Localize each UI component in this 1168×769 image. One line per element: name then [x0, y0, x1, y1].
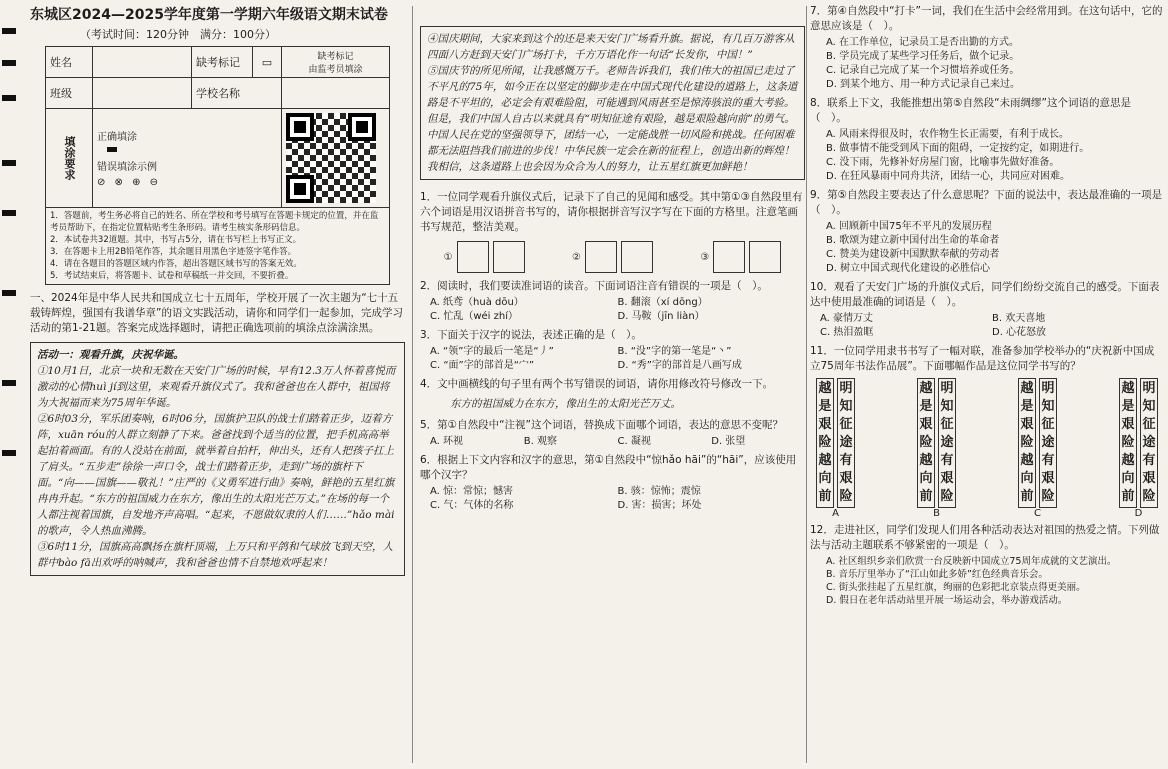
- grid-label: ①: [443, 251, 453, 263]
- option-label: D: [1134, 508, 1143, 519]
- timing-mark: [2, 210, 16, 216]
- notice-item: 5．考试结束后，将答题卡、试卷和草稿纸一并交回，不要折叠。: [50, 271, 294, 281]
- question-4: [420, 377, 805, 412]
- option-d[interactable]: D. 到某个地方、用一种方式记录自己来过。: [826, 79, 1021, 90]
- option-c[interactable]: C. 气：气体的名称: [430, 500, 514, 511]
- scroll-right: 明 知 征 途 有 艰 险: [1140, 378, 1158, 508]
- timing-mark: [2, 60, 16, 66]
- option-b[interactable]: B. 音乐厅里举办了“江山如此多娇”红色经典音乐会。: [826, 569, 1048, 580]
- correct-fill-label: 正确填涂: [97, 132, 137, 143]
- passage-para-4: ④国庆期间，大家来到这个的还是来天安门广场看升旗。据说，有几百万游客从四面八方赶到天安门广场打卡，千方万语化作一句话“长发你，中国！”: [427, 33, 795, 61]
- timing-mark: [2, 160, 16, 166]
- column-divider: [806, 6, 807, 763]
- answer-cell[interactable]: [457, 241, 489, 273]
- timing-mark: [2, 28, 16, 34]
- fill-examples: 正确填涂 错误填涂示例 ⊘ ⊗ ⊕ ⊖: [93, 109, 282, 208]
- part1-intro: 一、2024年是中华人民共和国成立七十五周年，学校开展了一次主题为“七十五载铸辉煌，强国有我谱华章”的语文实践活动，请你和同学们一起参加，完成学习活动的第1-21题。答案完成选择题时，请把正确选项前的填涂点涂满涂黑。: [30, 292, 403, 334]
- answer-cell[interactable]: [713, 241, 745, 273]
- option-c[interactable]: C. 街头张挂起了五星红旗，绚丽的色彩把北京装点得更美丽。: [826, 582, 1086, 593]
- school-field[interactable]: [282, 78, 390, 109]
- option-label: B: [933, 508, 940, 519]
- option-a[interactable]: A. 社区组织乡亲们欣赏一台反映新中国成立75周年成就的文艺演出。: [826, 556, 1117, 567]
- grid-label: ②: [572, 251, 581, 263]
- option-d[interactable]: D. 害：损害；坏处: [617, 500, 702, 511]
- activity1-title: 活动一：观看升旗，庆祝华诞。: [37, 349, 184, 361]
- option-c[interactable]: C. 忙乱（wéi zhí）: [430, 311, 518, 322]
- left-column: [30, 4, 405, 765]
- scroll-left: 越 是 艰 险 越 向 前: [816, 378, 834, 508]
- timing-mark: [2, 95, 16, 101]
- question-stem: 11．一位同学用隶书书写了一幅对联，准备参加学校举办的“庆祝新中国成立75周年书法作品展”。下面哪幅作品是这位同学书写的？: [810, 345, 1155, 372]
- option-a[interactable]: A. 豪情万丈: [820, 313, 874, 324]
- option-d[interactable]: D. 树立中国式现代化建设的必胜信心: [826, 263, 991, 274]
- page-title: 东城区2024—2025学年度第一学期六年级语文期末试卷: [30, 7, 388, 23]
- correct-fill-mark-icon: [107, 147, 117, 152]
- question-stem: 7．第④自然段中“打卡”一词，我们在生活中会经常用到。在这句话中，它的意思应该是（ ）。: [810, 5, 1163, 32]
- school-label: 学校名称: [192, 78, 282, 109]
- name-field[interactable]: [93, 47, 192, 78]
- option-d[interactable]: D. 马鞍（jīn liàn）: [617, 311, 705, 322]
- left-margin-marks: [0, 0, 22, 769]
- notice-item: 4．请在各题目的答题区域内作答，超出答题区域书写的答案无效。: [50, 259, 302, 269]
- calligraphy-option-d[interactable]: [1119, 378, 1158, 519]
- calligraphy-option-c[interactable]: [1018, 378, 1057, 519]
- question-1: [420, 190, 805, 273]
- question-stem: 10．观看了天安门广场的升旗仪式后，同学们纷纷交流自己的感受。下面表达中使用最准确的词语是（ ）。: [810, 281, 1160, 308]
- passage-continued: [420, 26, 805, 180]
- question-11: [810, 344, 1164, 519]
- question-stem: 5．第①自然段中“注视”这个词语，替换成下面哪个词语，表达的意思不变呢？: [420, 419, 783, 431]
- scroll-left: 越 是 艰 险 越 向 前: [1018, 378, 1036, 508]
- question-9: [810, 188, 1164, 276]
- option-c[interactable]: C. 赞美为建设新中国默默奉献的劳动者: [826, 249, 1000, 260]
- question-stem: 3．下面关于汉字的说法，表述正确的是（ ）。: [420, 329, 642, 341]
- notice-item: 1．答题前，考生务必将自己的姓名、所在学校和考号填写在答题卡规定的位置，并在监考员帮助下，在指定位置粘贴考生条形码。请考生核实条形码信息。: [50, 211, 379, 233]
- student-info-form: [45, 46, 390, 285]
- answer-cell[interactable]: [749, 241, 781, 273]
- option-d[interactable]: D. “秀”字的部首是八画写成: [617, 360, 742, 371]
- right-column: [810, 4, 1164, 765]
- option-d[interactable]: D. 心花怒放: [992, 327, 1047, 338]
- question-10: [810, 280, 1164, 340]
- question-stem: 9．第⑤自然段主要表达了什么意思呢？下面的说法中，表达最准确的一项是（ ）。: [810, 189, 1163, 216]
- option-a[interactable]: A. 在工作单位，记录员工是否出勤的方式。: [826, 37, 1020, 48]
- option-c[interactable]: C. 没下雨，先修补好房屋门窗，比喻事先做好准备。: [826, 157, 1060, 168]
- option-a[interactable]: A. 回顾新中国75年不平凡的发展历程: [826, 221, 992, 232]
- answer-cell[interactable]: [493, 241, 525, 273]
- option-a[interactable]: A. 风雨来得很及时，农作物生长正需要，有利于成长。: [826, 129, 1070, 140]
- scroll-right: 明 知 征 途 有 艰 险: [938, 378, 956, 508]
- timing-mark: [2, 450, 16, 456]
- option-a[interactable]: A. 纸鸢（huà dōu）: [430, 297, 524, 308]
- answer-grids: [420, 241, 805, 273]
- timing-mark: [2, 290, 16, 296]
- grid-label: ③: [700, 251, 710, 263]
- class-label: 班级: [46, 78, 93, 109]
- answer-cell[interactable]: [621, 241, 653, 273]
- option-b[interactable]: B. “没”字的第一笔是“丶”: [617, 346, 732, 357]
- option-b[interactable]: B. 观察: [523, 436, 557, 447]
- middle-column: [420, 4, 805, 765]
- absent-checkbox[interactable]: ▭: [253, 47, 282, 78]
- question-3: [420, 328, 805, 373]
- option-a[interactable]: A. “领”字的最后一笔是“丿”: [430, 346, 554, 357]
- option-b[interactable]: B. 学员完成了某些学习任务后，做个记录。: [826, 51, 1020, 62]
- absent-label: 缺考标记: [192, 47, 253, 78]
- calligraphy-option-a[interactable]: [816, 378, 855, 519]
- question-stem: 6．根据上下文内容和汉字的意思，第①自然段中“惊hǎo hāi”的“hāi”，应该使用哪个汉字？: [420, 454, 797, 481]
- option-c[interactable]: C. “面”字的部首是“宀”: [430, 360, 535, 371]
- calligraphy-options: [816, 378, 1158, 519]
- answer-cell[interactable]: [585, 241, 617, 273]
- passage-para-5: ⑤国庆节的所见所闻，让我感慨万千。老师告诉我们，我们伟大的祖国已走过了不平凡的75年，如今正在以坚定的脚步走在中国式现代化建设的道路上，这条道路是不平坦的，必定会有艰难险阻，可能遇到风雨甚至是惊涛骇浪的重大考验。但是，我们中国人自古以来就具有“明知征途有艰险，越是艰险越向前”的勇气。中国人民在党的坚强领导下，团结一心，一定能战胜一切风险和挑战。任何困难都无法阻挡我们前进的步伐！中华民族一定会在新的征程上，创造出新的辉煌！我相信，这条道路上也会因为众合为人的努力，让五星红旗更加鲜艳！: [427, 65, 798, 173]
- exam-info: （考试时间：120分钟 满分：100分）: [80, 28, 276, 41]
- option-a[interactable]: A. 环视: [430, 436, 464, 447]
- option-c[interactable]: C. 凝视: [617, 436, 651, 447]
- option-c[interactable]: C. 热泪盈眶: [820, 327, 874, 338]
- qr-code-area: [282, 109, 390, 208]
- option-d[interactable]: D. 张望: [711, 436, 746, 447]
- passage-para-1: ①10月1日，北京一块和无数在天安门广场的时候，早有12.3万人怀着喜悦而激动的心情huì jí到这里，来观看升旗仪式了。我和爸爸也在人群中，祖国将为大祝福而来为75周年华诞。: [37, 365, 396, 409]
- notice-list: [46, 208, 390, 285]
- wrong-fill-label: 错误填涂示例: [97, 162, 157, 173]
- option-b[interactable]: B. 歌颂为建立新中国付出生命的革命者: [826, 235, 1000, 246]
- question-stem: 12．走进社区，同学们发现人们用各种活动表达对祖国的热爱之情。下列做法与活动主题联系不够紧密的一项是（ ）。: [810, 524, 1160, 551]
- calligraphy-option-b[interactable]: [917, 378, 956, 519]
- question-7: [810, 4, 1164, 92]
- name-label: 姓名: [46, 47, 93, 78]
- question-stem: 1．一位同学观看升旗仪式后，记录下了自己的见闻和感受。其中第①③自然段里有六个词语是用汉语拼音书写的，请你根据拼音写汉字写在下面的方格里。注意笔画书写规范，整洁美观。: [420, 191, 803, 233]
- option-d[interactable]: D. 假日在老年活动站里开展一场运动会，举办游戏活动。: [826, 595, 1068, 606]
- timing-mark: [2, 380, 16, 386]
- option-d[interactable]: D. 在狂风暴雨中同舟共济，团结一心，共同应对困难。: [826, 171, 1071, 182]
- absent-note: 缺考标记 由监考员填涂: [282, 47, 390, 78]
- question-8: [810, 96, 1164, 184]
- scroll-left: 越 是 艰 险 越 向 前: [917, 378, 935, 508]
- option-b[interactable]: B. 翻滚（xí dōng）: [617, 297, 708, 308]
- question-stem: 2．阅读时，我们要读准词语的读音。下面词语注音有错误的一项是（ ）。: [420, 280, 768, 292]
- scroll-right: 明 知 征 途 有 艰 险: [1039, 378, 1057, 508]
- qr-code-icon: [286, 113, 376, 203]
- option-label: C: [1034, 508, 1041, 519]
- question-quote: 东方的祖国威力在东方，像出生的太阳光芒万丈。: [450, 398, 681, 410]
- option-b[interactable]: B. 欢天喜地: [992, 313, 1046, 324]
- fill-requirement-label: 填涂要求: [46, 109, 93, 208]
- option-b[interactable]: B. 做事情不能受到风下面的阻碍，一定按约定，如期进行。: [826, 143, 1090, 154]
- scroll-right: 明 知 征 途 有 艰 险: [837, 378, 855, 508]
- activity1-passage: [30, 342, 405, 576]
- question-2: [420, 279, 805, 324]
- class-field[interactable]: [93, 78, 192, 109]
- question-5: [420, 418, 805, 449]
- notice-item: 3．在答题卡上用2B铅笔作答，其余题目用黑色字迹签字笔作答。: [50, 247, 297, 257]
- option-c[interactable]: C. 记录自己完成了某一个习惯培养或任务。: [826, 65, 1020, 76]
- scroll-left: 越 是 艰 险 越 向 前: [1119, 378, 1137, 508]
- question-12: [810, 523, 1164, 607]
- question-6: [420, 453, 805, 513]
- question-stem: 8．联系上下文，我能推想出第⑤自然段“未雨绸缪”这个词语的意思是（ ）。: [810, 97, 1131, 124]
- passage-para-2: ②6时03分，军乐团奏响，6时06分，国旗护卫队的战士们踏着正步，迈着方阵，xuān róu的人群立刻静了下来。爸爸找到个适当的位置，把手机高高举起拍着画面。有的人没站在前面，就举着自拍杆，伸出头，还有人把孩子扛上了肩头。“五步走”徐徐一声口令，战士们踏着正步，走到广场的旗杆下面。“向——国旗——敬礼！”庄严的《义勇军进行曲》奏响，鲜艳的五星红旗冉冉升起。“东方的祖国威力在东方，像出生的太阳光芒万丈。”在场的每一个人都注视着国旗，自发地齐声高唱。“起来，不愿做奴隶的人们……”hǎo mài的歌声，令人热血沸腾。: [37, 413, 395, 537]
- option-b[interactable]: B. 骇：惊怖；震惊: [617, 486, 701, 497]
- option-a[interactable]: A. 惊：常惊；憾害: [430, 486, 514, 497]
- notice-item: 2．本试卷共32道题。其中，书写占5分，请在书写栏上书写正文。: [50, 235, 302, 245]
- question-stem: 4．文中画横线的句子里有两个书写错误的词语，请你用修改符号修改一下。: [420, 378, 774, 390]
- passage-para-3: ③6时11分，国旗高高飘扬在旗杆顶端，上万只和平鸽和气球放飞到天空，人群中bào fā出欢呼的呐喊声，我和爸爸也情不自禁地欢呼起来！: [37, 541, 394, 569]
- option-label: A: [832, 508, 839, 519]
- column-divider: [412, 6, 413, 763]
